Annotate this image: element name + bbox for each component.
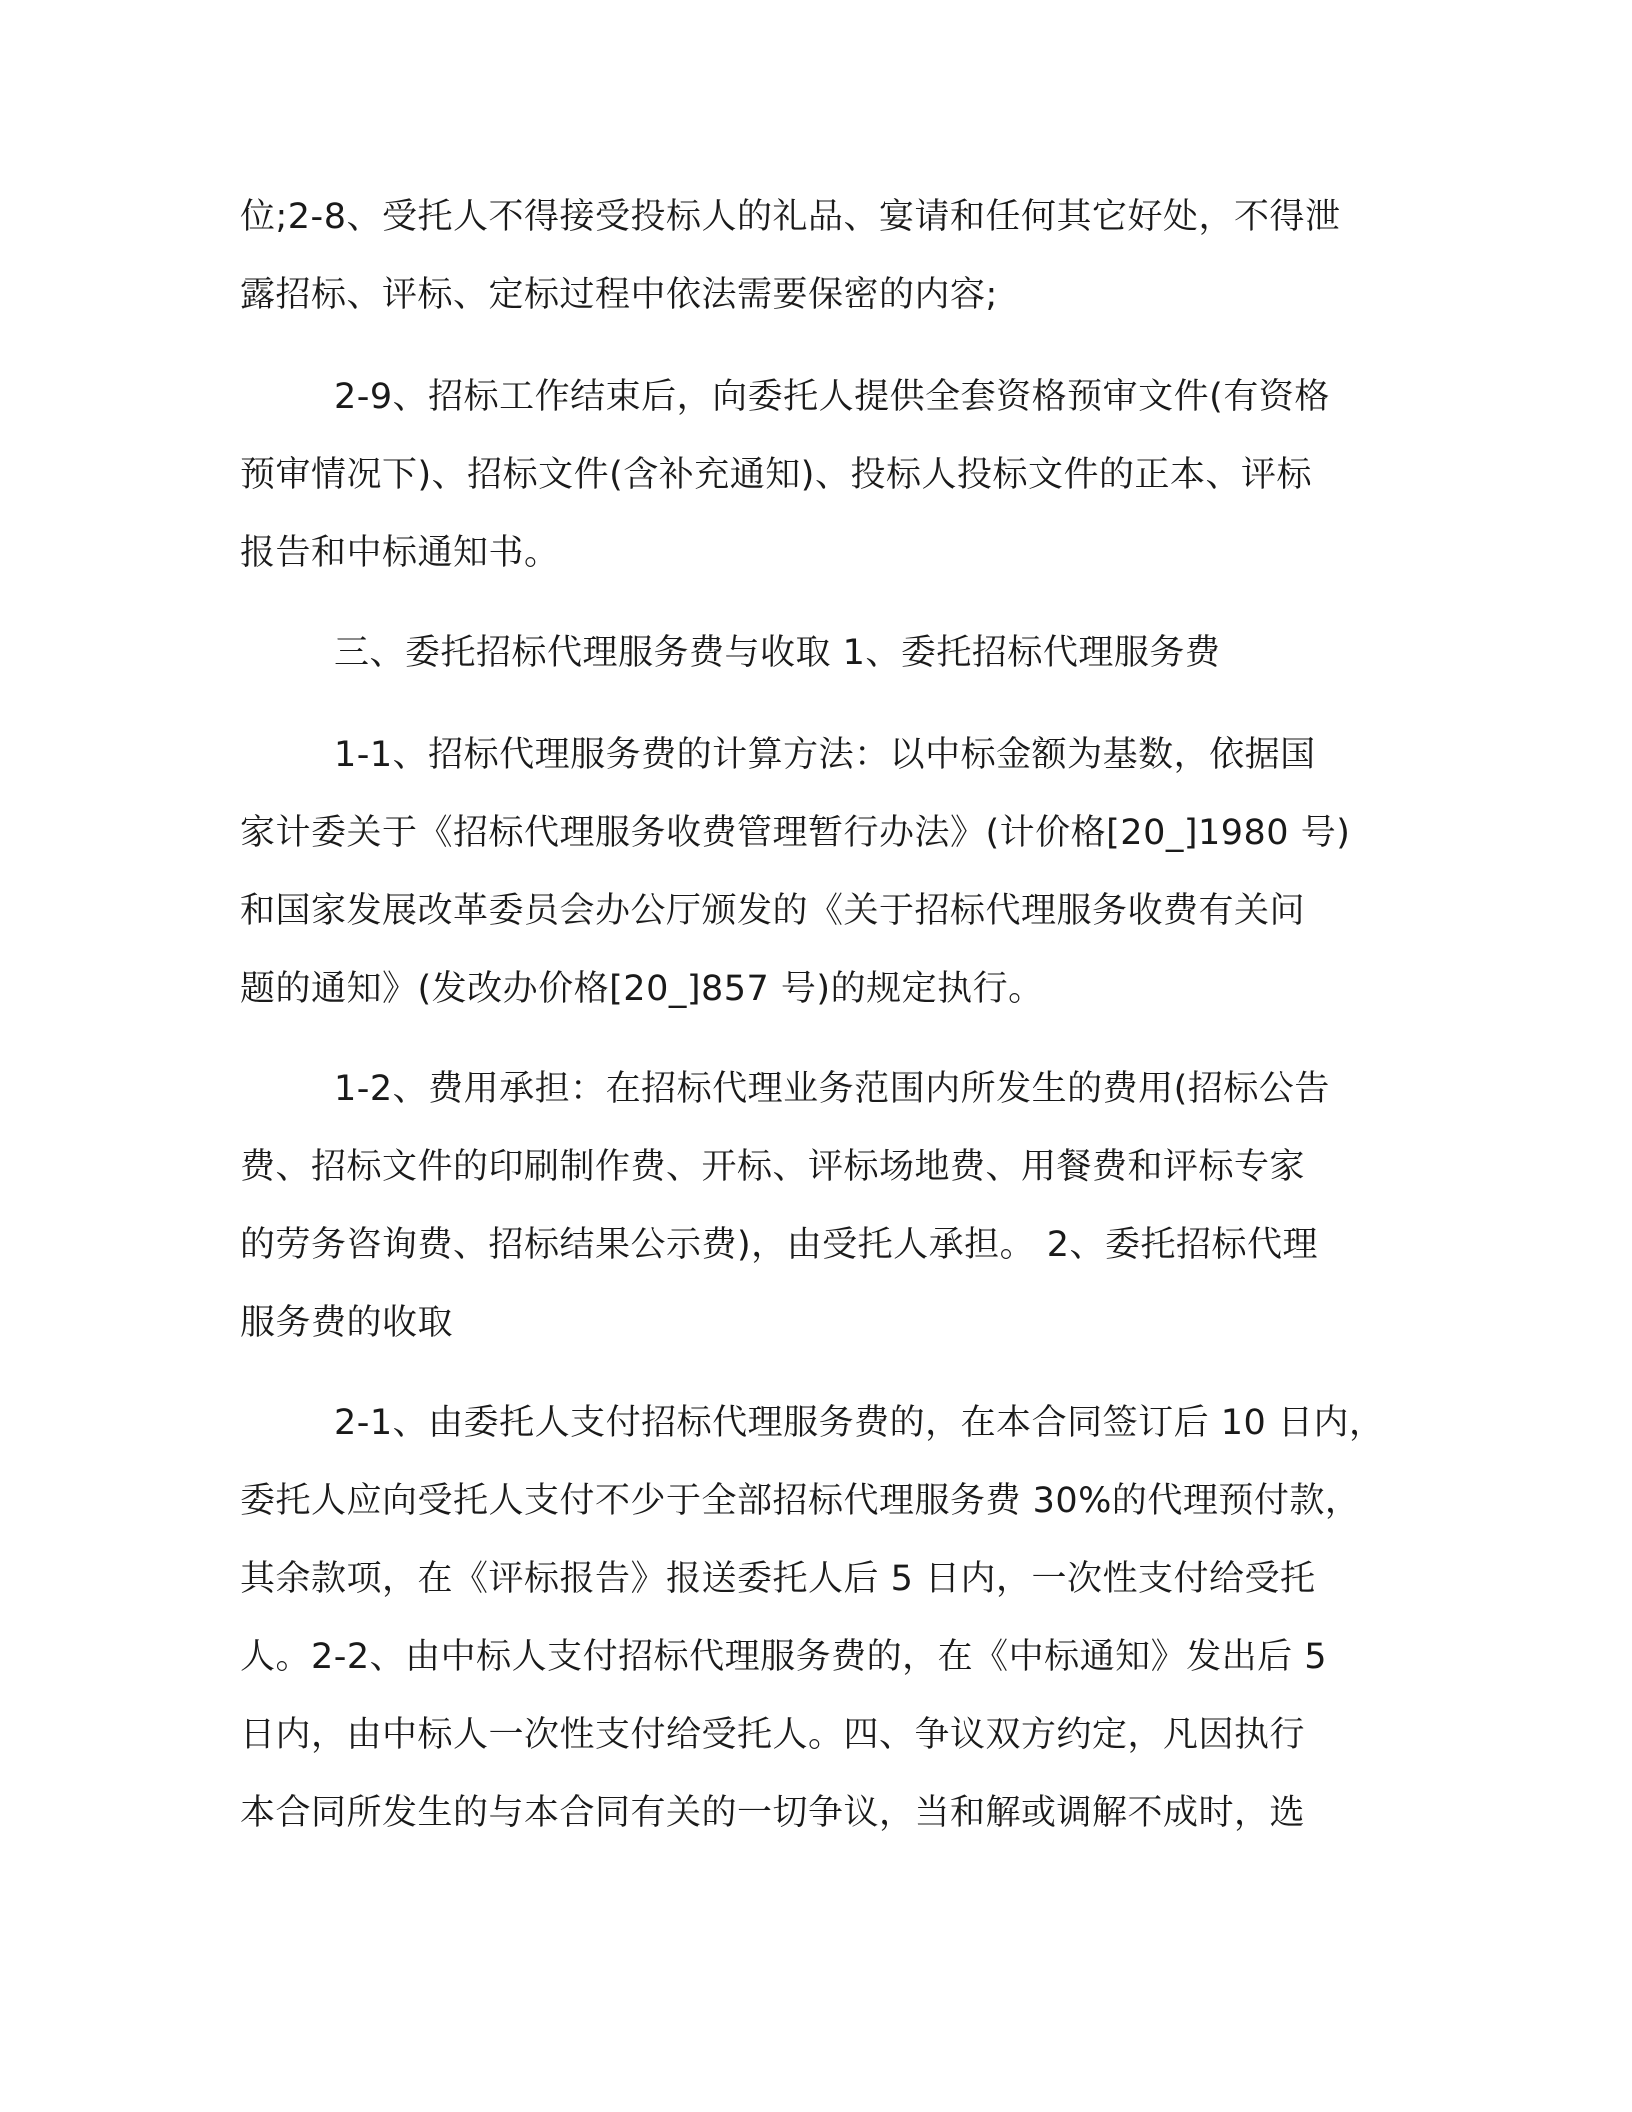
text-line: 预审情况下)、招标文件(含补充通知)、投标人投标文件的正本、评标 (240, 455, 1312, 495)
text-line: 1-2、费用承担：在招标代理业务范围内所发生的费用(招标公告 (334, 1069, 1330, 1109)
text-line: 2-1、由委托人支付招标代理服务费的，在本合同签订后 10 日内， (334, 1403, 1385, 1443)
text-line: 人。2-2、由中标人支付招标代理服务费的，在《中标通知》发出后 5 (240, 1637, 1328, 1677)
text-line: 露招标、评标、定标过程中依法需要保密的内容; (240, 275, 998, 315)
paragraph-section-3-heading (240, 614, 1410, 692)
text-line: 家计委关于《招标代理服务收费管理暂行办法》(计价格[20_]1980 号) (240, 813, 1351, 853)
text-line: 日内，由中标人一次性支付给受托人。四、争议双方约定，凡因执行 (240, 1715, 1306, 1755)
text-line: 其余款项，在《评标报告》报送委托人后 5 日内，一次性支付给受托 (240, 1559, 1316, 1599)
paragraph-1-2 (240, 1050, 1410, 1362)
text-line: 本合同所发生的与本合同有关的一切争议，当和解或调解不成时，选 (240, 1793, 1306, 1833)
paragraph-1-1 (240, 716, 1410, 1028)
text-line: 的劳务咨询费、招标结果公示费)，由受托人承担。 2、委托招标代理 (240, 1225, 1319, 1265)
text-line: 委托人应向受托人支付不少于全部招标代理服务费 30%的代理预付款， (240, 1481, 1361, 1521)
text-line: 题的通知》(发改办价格[20_]857 号)的规定执行。 (240, 969, 1044, 1009)
text-line: 报告和中标通知书。 (240, 533, 560, 573)
text-line: 费、招标文件的印刷制作费、开标、评标场地费、用餐费和评标专家 (240, 1147, 1306, 1187)
text-line: 三、委托招标代理服务费与收取 1、委托招标代理服务费 (334, 633, 1221, 673)
text-line: 服务费的收取 (240, 1303, 454, 1343)
paragraph-2-8 (240, 178, 1410, 334)
text-line: 位;2-8、受托人不得接受投标人的礼品、宴请和任何其它好处，不得泄 (240, 197, 1341, 237)
text-line: 和国家发展改革委员会办公厅颁发的《关于招标代理服务收费有关问 (240, 891, 1306, 931)
text-line: 2-9、招标工作结束后，向委托人提供全套资格预审文件(有资格 (334, 377, 1330, 417)
paragraph-2-9 (240, 358, 1410, 592)
paragraph-2-1 (240, 1384, 1410, 1852)
text-line: 1-1、招标代理服务费的计算方法：以中标金额为基数，依据国 (334, 735, 1316, 775)
